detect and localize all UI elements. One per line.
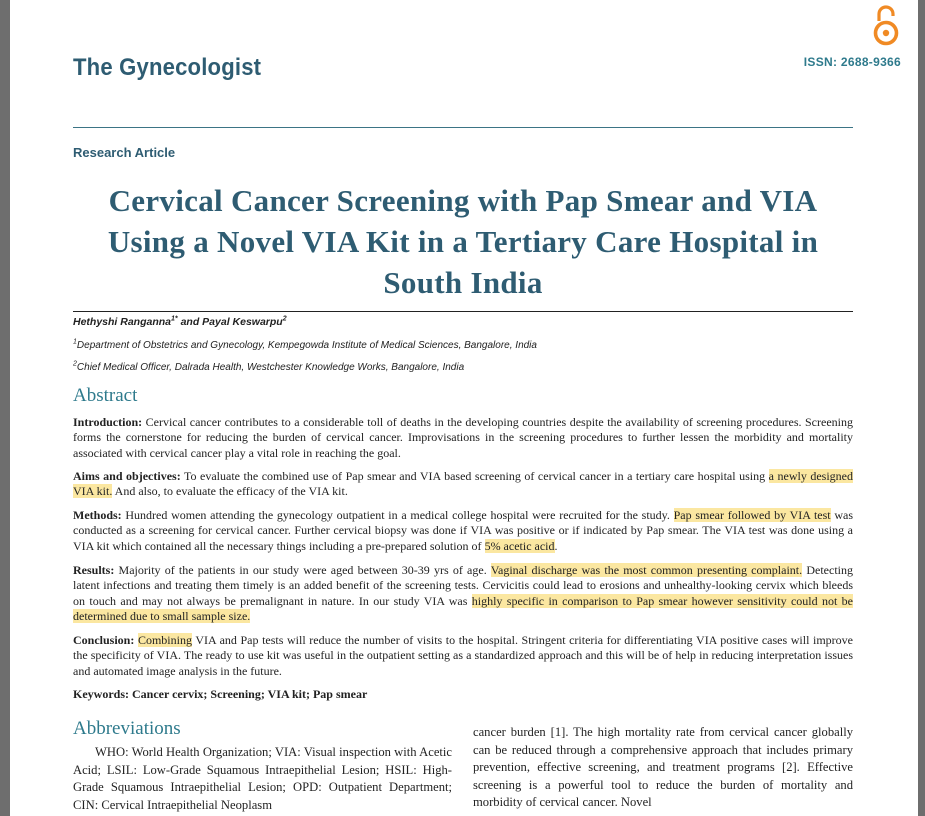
highlighted-text: 5% acetic acid — [484, 538, 555, 553]
highlighted-text: Pap smear followed by VIA test — [673, 508, 831, 522]
paragraph-label: Methods: — [73, 508, 122, 522]
paragraph-text: Hundred women attending the gynecology outpatient in a medical college hospital were recruited for the study. — [121, 508, 674, 522]
abstract-results — [73, 563, 853, 625]
highlighted-text: Vaginal discharge was the most common presenting complaint. — [490, 563, 803, 577]
author-superscript: 2 — [282, 315, 287, 323]
abbreviations-text: WHO: World Health Organization; VIA: Visual inspection with Acetic Acid; LSIL: Low-Grade Squamous Intraepithelial Lesion; HSIL: High-Grade Squamous Intraepithelial Lesion; OPD: Outpatient Department; CIN: Cervical Intraepithelial Neoplasm — [73, 745, 452, 812]
paper-page — [10, 0, 918, 816]
paragraph-label: Results: — [73, 563, 115, 577]
paragraph-label: Aims and objectives: — [73, 469, 181, 483]
paragraph-text: And also, to evaluate the efficacy of the VIA kit. — [112, 484, 348, 499]
paragraph-text: Detecting latent infections and treating them timely is an added benefit of the screening tests. Cervicitis could lead to erosions and unhealthy-looking cervix which bleeds on touch and may not always be premalignant in nature. In our study VIA was — [73, 563, 853, 608]
abstract-heading: Abstract — [73, 385, 138, 406]
paragraph-text: Cervical cancer contributes to a considerable toll of deaths in the developing countries despite the availability of screening procedures. Screening forms the cornerstone for reducing the burden of cervical cancer. Improvisations in the screening procedures to further lessen the morbidity and mortality associated with cervical cancer play a vital role in reaching the goal. — [73, 415, 853, 460]
affiliation — [73, 340, 537, 351]
paragraph-text: . — [554, 538, 558, 553]
title-divider — [73, 311, 853, 312]
abstract-conclusion — [73, 633, 853, 679]
open-access-icon — [872, 3, 900, 47]
body-text-right-column: cancer burden [1]. The high mortality rate from cervical cancer globally can be reduced through a comprehensive approach that includes primary prevention, effective screening, and treatment programs [2]. Effective screening is a powerful tool to reduce the burden of mortality and morbidity of cervical cancer. Novel — [473, 725, 853, 810]
author-conjunction: and — [177, 316, 203, 328]
author-name: Payal Keswarpu — [202, 316, 283, 328]
keywords: Keywords: Cancer cervix; Screening; VIA kit; Pap smear — [73, 687, 368, 701]
article-type: Research Article — [73, 145, 176, 160]
paragraph-label: Introduction: — [73, 415, 143, 429]
abstract-aims — [73, 469, 853, 500]
abstract-methods — [73, 508, 853, 554]
abstract-introduction — [73, 415, 853, 461]
issn-label: ISSN: 2688-9366 — [803, 55, 901, 69]
highlighted-text: a newly designed VIA kit. — [73, 469, 853, 499]
author-superscript: 1* — [171, 315, 178, 323]
highlighted-text: highly specific in comparison to Pap smear however sensitivity could not be determined due to small sample size. — [73, 593, 853, 624]
abbreviations-heading: Abbreviations — [73, 718, 181, 739]
affiliation-text: Chief Medical Officer, Dalrada Health, Westchester Knowledge Works, Bangalore, India — [76, 362, 465, 373]
header-divider — [73, 127, 853, 128]
journal-title: The Gynecologist — [73, 54, 262, 81]
paragraph-text: was conducted as a screening for cervical cancer. Further cervical biopsy was done if VIA was positive or if indicated by Pap smear. The VIA test was done using a VIA kit which contained all the necessary things including a pre-prepared solution of — [73, 508, 854, 553]
paragraph-text: Majority of the patients in our study were aged between 30-39 yrs of age. — [114, 563, 491, 577]
affiliation-text: Department of Obstetrics and Gynecology, Kempegowda Institute of Medical Sciences, Bangalore, India — [76, 340, 537, 351]
paragraph-text: To evaluate the combined use of Pap smear and VIA based screening of cervical cancer in a tertiary care hospital using — [180, 469, 769, 483]
paragraph-label: Conclusion: — [73, 633, 135, 647]
affiliation — [73, 362, 464, 373]
author-list — [73, 316, 287, 328]
affiliation-superscript: 2 — [73, 360, 77, 368]
paragraph-text: VIA and Pap tests will reduce the number of visits to the hospital. Stringent criteria for differentiating VIA positive cases will improve the specificity of VIA. The ready to use kit was useful in the outpatient setting as a standardized approach and this will be of help in reducing interpretation issues and automated image analysis in the future. — [73, 633, 853, 678]
highlighted-text: Combining — [137, 633, 192, 647]
affiliation-superscript: 1 — [73, 338, 77, 346]
article-title: Cervical Cancer Screening with Pap Smear and VIA Using a Novel VIA Kit in a Tertiary Care Hospital in South India — [107, 183, 819, 300]
author-name: Hethyshi Ranganna — [73, 316, 172, 328]
